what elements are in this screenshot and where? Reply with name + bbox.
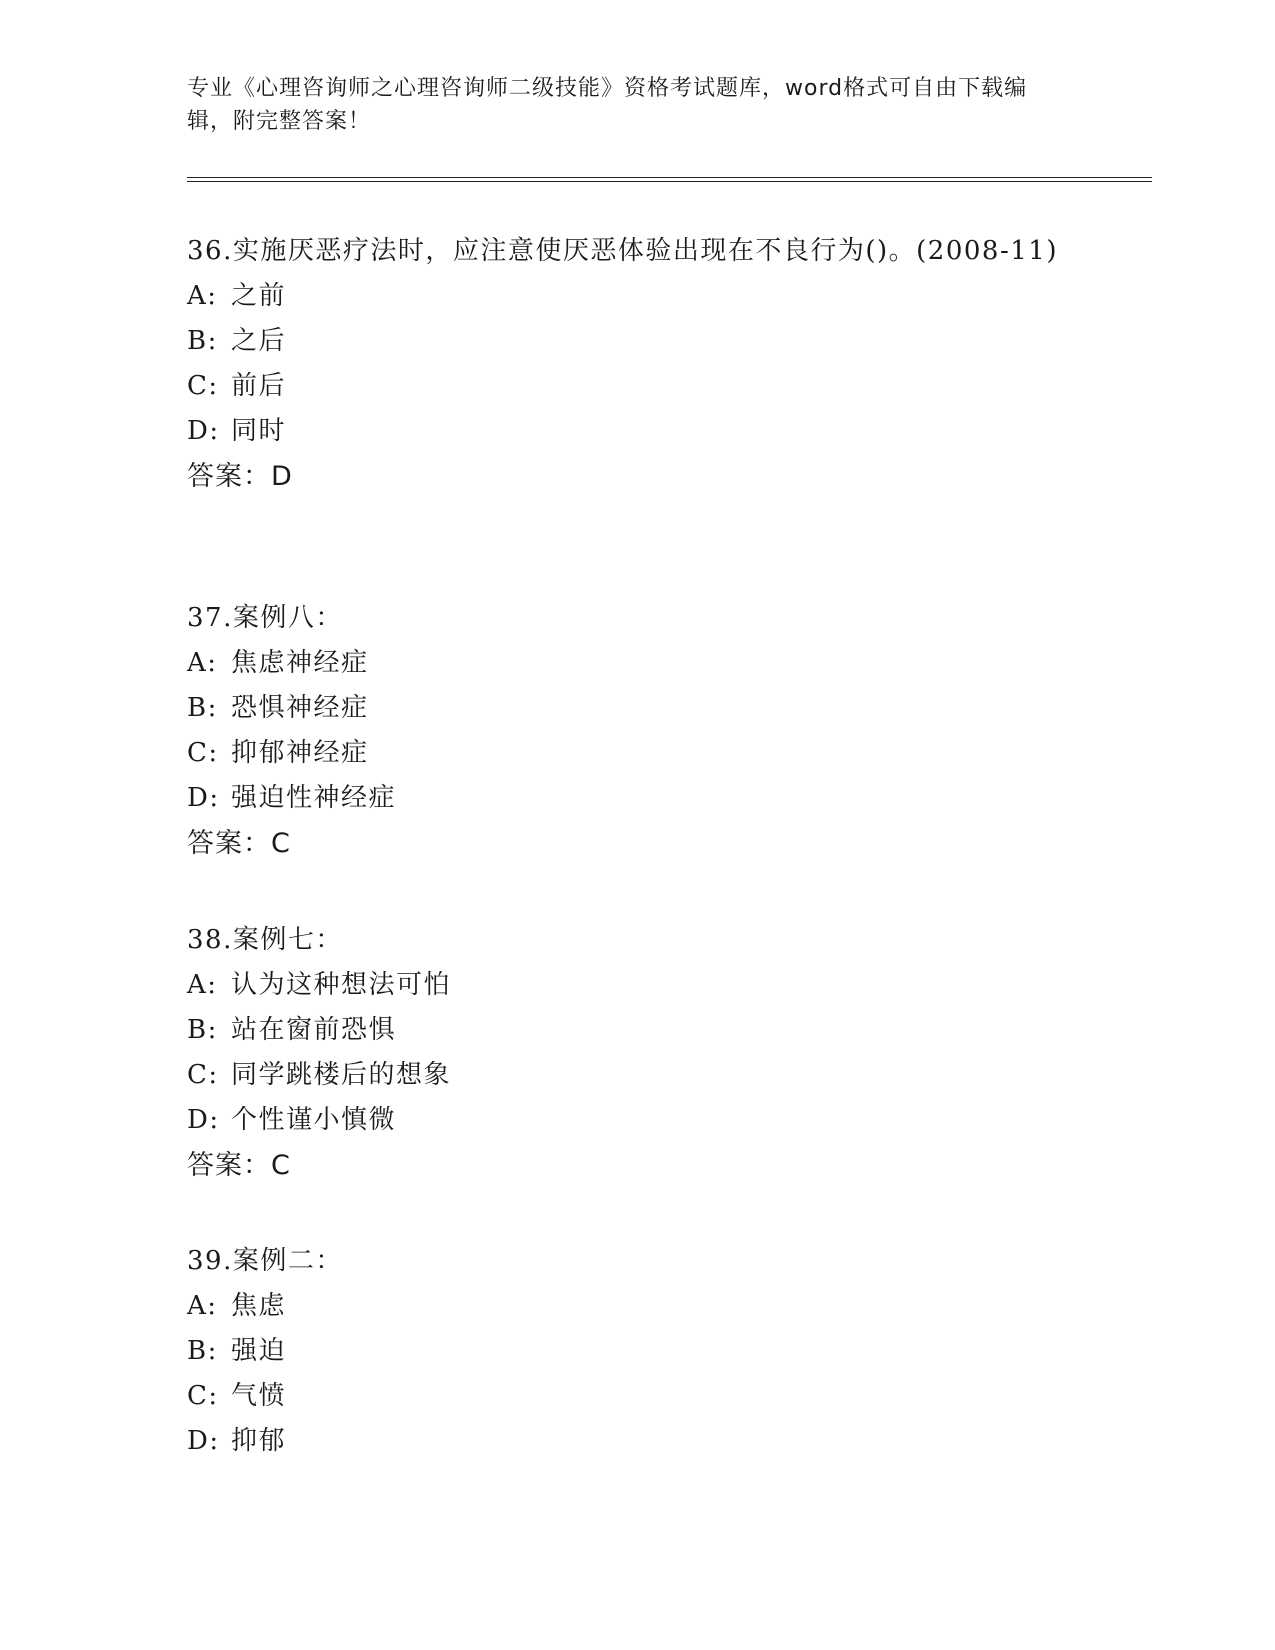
option-text: 同学跳楼后的想象	[231, 1060, 452, 1090]
option-letter: A:	[187, 970, 218, 1000]
option-letter: A:	[187, 281, 218, 311]
option-letter: C:	[187, 1060, 219, 1090]
option-letter: C:	[187, 1381, 219, 1411]
option-text: 抑郁	[231, 1426, 287, 1456]
option-letter: B:	[187, 1015, 218, 1045]
answer-line: 答案：D	[187, 461, 293, 492]
option-text: 气愤	[231, 1381, 287, 1411]
option-d	[187, 409, 1067, 454]
option-text: 强迫	[231, 1336, 287, 1366]
option-text: 焦虑神经症	[231, 648, 369, 678]
option-letter: C:	[187, 371, 219, 401]
question-title: 36.实施厌恶疗法时，应注意使厌恶体验出现在不良行为()。(2008-11)	[187, 236, 1058, 266]
question-block	[187, 918, 1067, 1188]
answer-line: 答案：C	[187, 1150, 291, 1181]
option-c	[187, 1374, 1067, 1419]
question-title: 39.案例二：	[187, 1246, 343, 1276]
option-letter: C:	[187, 738, 219, 768]
option-b	[187, 686, 1067, 731]
answer-line: 答案：C	[187, 828, 291, 859]
option-text: 之前	[231, 281, 287, 311]
option-a	[187, 641, 1067, 686]
option-b	[187, 1329, 1067, 1374]
option-text: 恐惧神经症	[231, 693, 369, 723]
option-letter: D:	[187, 416, 220, 446]
option-b	[187, 1008, 1067, 1053]
option-text: 前后	[231, 371, 287, 401]
option-d	[187, 1419, 1067, 1464]
question-block	[187, 1239, 1067, 1464]
question-block	[187, 596, 1067, 866]
option-text: 站在窗前恐惧	[231, 1015, 397, 1045]
option-letter: A:	[187, 648, 218, 678]
option-d	[187, 1098, 1067, 1143]
option-text: 抑郁神经症	[231, 738, 369, 768]
option-c	[187, 1053, 1067, 1098]
option-letter: D:	[187, 1426, 220, 1456]
option-text: 焦虑	[231, 1291, 287, 1321]
option-text: 之后	[231, 326, 287, 356]
option-c	[187, 364, 1067, 409]
question-title: 38.案例七：	[187, 925, 343, 955]
option-a	[187, 274, 1067, 319]
option-text: 个性谨小慎微	[231, 1105, 397, 1135]
option-b	[187, 319, 1067, 364]
option-text: 同时	[231, 416, 287, 446]
option-letter: B:	[187, 326, 218, 356]
document-header: 专业《心理咨询师之心理咨询师二级技能》资格考试题库，word格式可自由下载编辑，附完整答案！	[187, 76, 1028, 134]
option-text: 强迫性神经症	[231, 783, 397, 813]
option-letter: B:	[187, 1336, 218, 1366]
option-a	[187, 963, 1067, 1008]
option-letter: A:	[187, 1291, 218, 1321]
option-a	[187, 1284, 1067, 1329]
option-c	[187, 731, 1067, 776]
question-title: 37.案例八：	[187, 603, 343, 633]
header-double-rule	[187, 177, 1152, 182]
option-letter: B:	[187, 693, 218, 723]
option-letter: D:	[187, 783, 220, 813]
option-d	[187, 776, 1067, 821]
question-block	[187, 229, 1067, 499]
option-text: 认为这种想法可怕	[231, 970, 452, 1000]
option-letter: D:	[187, 1105, 220, 1135]
